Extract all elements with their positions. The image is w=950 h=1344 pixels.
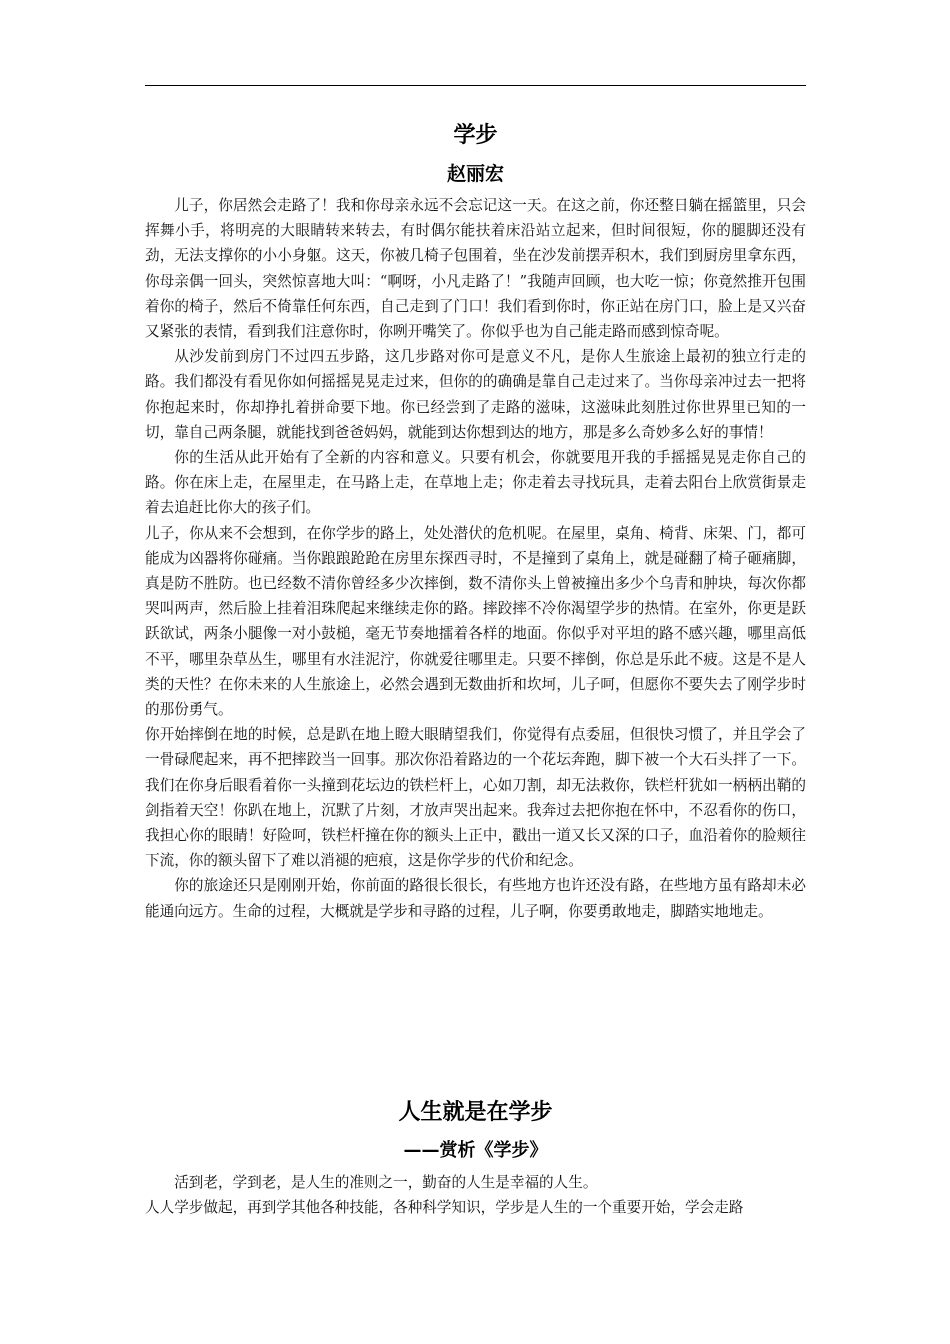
- article-paragraph: 你的旅途还只是刚刚开始，你前面的路很长很长，有些地方也许还没有路，在些地方虽有路却未必能通向远方。生命的过程，大概就是学步和寻路的过程，儿子啊，你要勇敢地走，脚踏实地地走。: [145, 877, 806, 920]
- commentary-title: 人生就是在学步: [398, 1100, 553, 1125]
- article-paragraph: 你的生活从此开始有了全新的内容和意义。只要有机会，你就要甩开我的手摇摇晃晃走你自己的路。你在床上走，在屋里走，在马路上走，在草地上走；你走着去寻找玩具，走着去阳台上欣赏街景走着去追赶比你大的孩子们。: [145, 449, 806, 517]
- commentary-paragraph: 活到老，学到老，是人生的准则之一，勤奋的人生是幸福的人生。: [174, 1174, 598, 1191]
- article-paragraph: 儿子，你从来不会想到，在你学步的路上，处处潜伏的危机呢。在屋里，桌角、椅背、床架、门，都可能成为凶器将你碰痛。当你踉踉跄跄在房里东探西寻时，不是撞到了桌角上，就是碰翻了椅子砸痛脚，真是防不胜防。也已经数不清你曾经多少次摔倒，数不清你头上曾被撞出多少个乌青和肿块，每次你都哭叫两声，然后脸上挂着泪珠爬起来继续走你的路。摔跤摔不冷你渴望学步的热情。在室外，你更是跃跃欲试，两条小腿像一对小鼓槌，毫无节奏地擂着各样的地面。你似乎对平坦的路不感兴趣，哪里高低不平，哪里杂草丛生，哪里有水洼泥泞，你就爱往哪里走。只要不摔倒，你总是乐此不疲。这是不是人类的天性？在你未来的人生旅途上，必然会遇到无数曲折和坎坷，儿子呵，但愿你不要失去了刚学步时的那份勇气。: [145, 524, 806, 719]
- commentary-paragraph: 人人学步做起，再到学其他各种技能，各种科学知识，学步是人生的一个重要开始，学会走路: [145, 1199, 744, 1217]
- commentary-body: [145, 1170, 806, 1220]
- commentary-subtitle: ——赏析《学步》: [403, 1140, 548, 1161]
- header-rule: [145, 85, 806, 86]
- article-paragraph: 儿子，你居然会走路了！我和你母亲永远不会忘记这一天。在这之前，你还整日躺在摇篮里，只会挥舞小手，将明亮的大眼睛转来转去，有时偶尔能扶着床沿站立起来，但时间很短，你的腿脚还没有劲，无法支撑你的小小身躯。这天，你被几椅子包围着，坐在沙发前摆弄积木，我们到厨房里拿东西，你母亲偶一回头，突然惊喜地大叫：“啊呀，小凡走路了！”我随声回顾，也大吃一惊；你竟然推开包围着你的椅子，然后不倚靠任何东西，自己走到了门口！我们看到你时，你正站在房门口，脸上是又兴奋又紧张的表情，看到我们注意你时，你咧开嘴笑了。你似乎也为自己能走路而感到惊奇呢。: [145, 197, 806, 341]
- article-paragraph: 你开始摔倒在地的时候，总是趴在地上瞪大眼睛望我们，你觉得有点委屈，但很快习惯了，并且学会了一骨碌爬起来，再不把摔跤当一回事。那次你沿着路边的一个花坛奔跑，脚下被一个大石头拌了一下。我们在你身后眼看着你一头撞到花坛边的铁栏杆上，心如刀割，却无法救你，铁栏杆犹如一柄柄出鞘的剑指着天空！你趴在地上，沉默了片刻，才放声哭出起来。我奔过去把你抱在怀中，不忍看你的伤口，我担心你的眼睛！好险呵，铁栏杆撞在你的额头上正中，戳出一道又长又深的口子，血沿着你的脸颊往下流，你的额头留下了难以消褪的疤痕，这是你学步的代价和纪念。: [145, 726, 806, 870]
- article-title: 学步: [453, 123, 498, 148]
- article-author: 赵丽宏: [446, 163, 504, 185]
- article-body: [145, 193, 806, 924]
- article-paragraph: 从沙发前到房门不过四五步路，这几步路对你可是意义不凡，是你人生旅途上最初的独立行走的路。我们都没有看见你如何摇摇晃晃走过来，但你的的确确是靠自己走过来了。当你母亲冲过去一把将你抱起来时，你却挣扎着拼命要下地。你已经尝到了走路的滋味，这滋味此刻胜过你世界里已知的一切，靠自己两条腿，就能找到爸爸妈妈，就能到达你想到达的地方，那是多么奇妙多么好的事情！: [145, 348, 806, 441]
